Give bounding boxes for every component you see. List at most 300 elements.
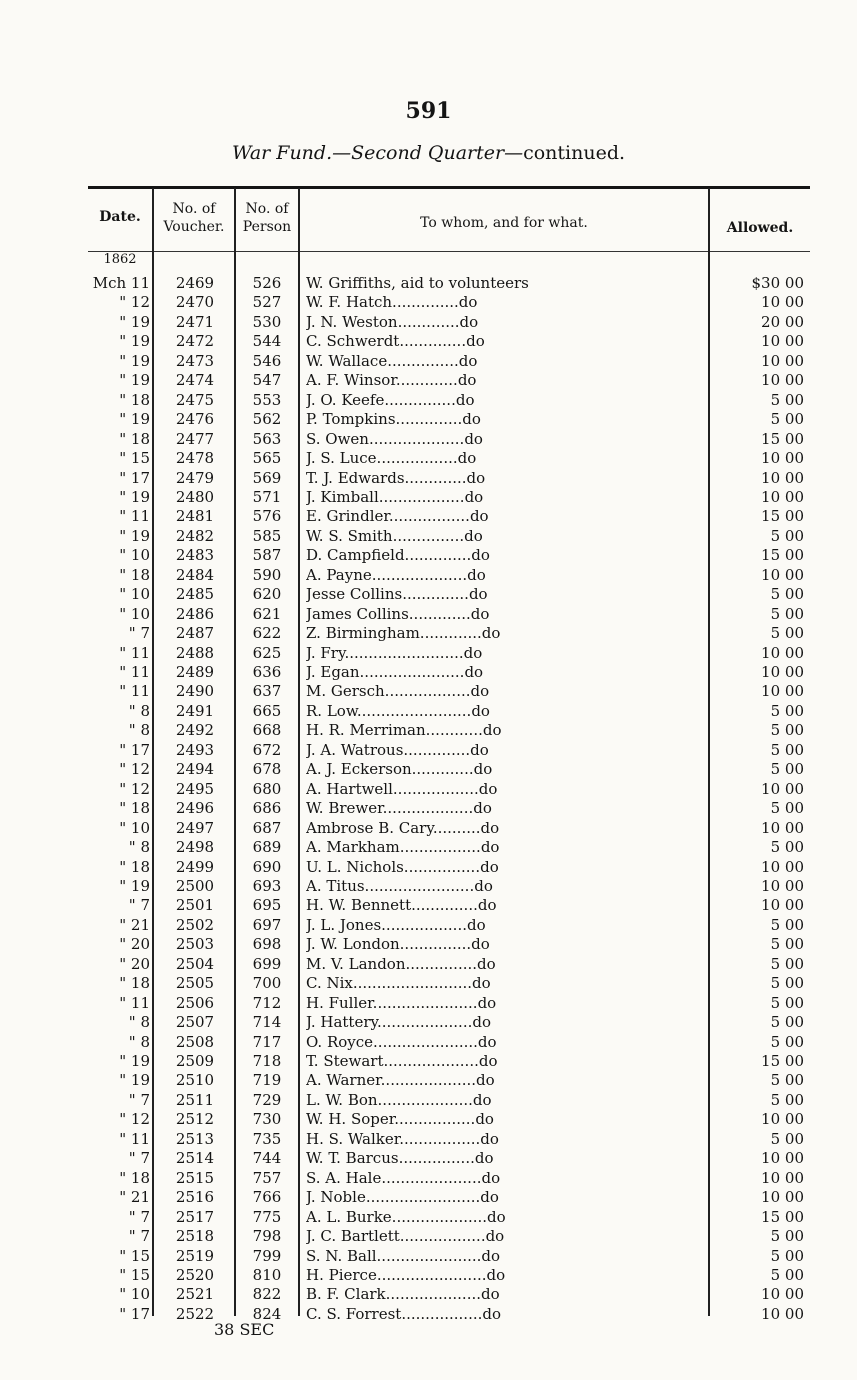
cell-person: 714 bbox=[252, 1013, 282, 1032]
cell-date: " 19 bbox=[119, 351, 150, 370]
table-row bbox=[0, 391, 857, 410]
cell-person: 697 bbox=[252, 915, 282, 934]
cell-amount: 5 00 bbox=[770, 760, 804, 779]
cell-voucher: 2485 bbox=[175, 585, 215, 604]
table-row bbox=[0, 682, 857, 701]
cell-voucher: 2477 bbox=[175, 429, 215, 448]
cell-voucher: 2506 bbox=[175, 993, 215, 1012]
cell-date: " 15 bbox=[119, 1246, 150, 1265]
table-row bbox=[0, 1149, 857, 1168]
cell-name: E. Grindler.................do bbox=[306, 507, 489, 526]
cell-date: " 7 bbox=[128, 624, 150, 643]
table-row bbox=[0, 721, 857, 740]
table-row bbox=[0, 994, 857, 1013]
cell-amount: 15 00 bbox=[761, 507, 804, 526]
cell-voucher: 2489 bbox=[175, 663, 215, 681]
cell-date: " 18 bbox=[119, 390, 150, 409]
cell-date: " 19 bbox=[119, 312, 150, 331]
cell-amount: 5 00 bbox=[770, 410, 804, 429]
cell-person: 562 bbox=[252, 410, 282, 429]
cell-amount: 5 00 bbox=[770, 799, 804, 818]
cell-person: 590 bbox=[252, 565, 282, 584]
cell-person: 729 bbox=[252, 1090, 282, 1109]
cell-amount: $30 00 bbox=[751, 274, 804, 292]
header-person: No. of Person bbox=[242, 201, 292, 235]
table-row bbox=[0, 663, 857, 682]
cell-person: 563 bbox=[252, 429, 282, 448]
cell-voucher: 2497 bbox=[175, 818, 215, 837]
cell-amount: 10 00 bbox=[761, 1285, 804, 1304]
cell-person: 636 bbox=[252, 663, 282, 681]
cell-person: 621 bbox=[252, 604, 282, 623]
cell-amount: 10 00 bbox=[761, 1110, 804, 1129]
cell-voucher: 2473 bbox=[175, 351, 215, 370]
cell-name: W. S. Smith...............do bbox=[306, 526, 483, 545]
table-row bbox=[0, 877, 857, 896]
table-row bbox=[0, 1091, 857, 1110]
cell-amount: 5 00 bbox=[770, 624, 804, 643]
cell-name: J. C. Bartlett..................do bbox=[306, 1227, 505, 1246]
cell-name: J. Egan......................do bbox=[306, 663, 484, 681]
cell-voucher: 2475 bbox=[175, 390, 215, 409]
cell-date: " 17 bbox=[119, 1304, 150, 1323]
table-row bbox=[0, 916, 857, 935]
table-row bbox=[0, 1285, 857, 1304]
cell-date: " 19 bbox=[119, 876, 150, 895]
table-row bbox=[0, 644, 857, 663]
table-row bbox=[0, 585, 857, 604]
cell-voucher: 2515 bbox=[175, 1168, 215, 1187]
cell-person: 799 bbox=[252, 1246, 282, 1265]
cell-date: " 21 bbox=[119, 915, 150, 934]
cell-date: " 11 bbox=[119, 643, 150, 662]
cell-date: " 12 bbox=[119, 293, 150, 312]
cell-date: " 7 bbox=[128, 1090, 150, 1109]
table-row bbox=[0, 507, 857, 526]
cell-voucher: 2478 bbox=[175, 449, 215, 468]
cell-date: " 19 bbox=[119, 332, 150, 351]
cell-date: " 7 bbox=[128, 1207, 150, 1226]
cell-person: 757 bbox=[252, 1168, 282, 1187]
cell-person: 546 bbox=[252, 351, 282, 370]
cell-name: H. W. Bennett..............do bbox=[306, 896, 497, 915]
cell-name: W. F. Hatch..............do bbox=[306, 293, 478, 312]
page-number: 591 bbox=[405, 98, 452, 124]
cell-voucher: 2504 bbox=[175, 954, 215, 973]
cell-name: J. Hattery....................do bbox=[306, 1013, 491, 1032]
cell-date: " 8 bbox=[128, 721, 150, 740]
cell-name: Z. Birmingham.............do bbox=[306, 624, 501, 643]
cell-person: 822 bbox=[252, 1285, 282, 1304]
cell-voucher: 2517 bbox=[175, 1207, 215, 1226]
cell-date: Mch 11 bbox=[92, 274, 150, 292]
cell-person: 744 bbox=[252, 1149, 282, 1168]
cell-date: " 20 bbox=[119, 954, 150, 973]
cell-voucher: 2494 bbox=[175, 760, 215, 779]
cell-name: C. S. Forrest.................do bbox=[306, 1304, 502, 1323]
table-row bbox=[0, 430, 857, 449]
cell-name: S. Owen....................do bbox=[306, 429, 483, 448]
cell-person: 526 bbox=[252, 274, 282, 292]
cell-person: 569 bbox=[252, 468, 282, 487]
cell-voucher: 2474 bbox=[175, 371, 215, 390]
table-row bbox=[0, 760, 857, 779]
cell-amount: 10 00 bbox=[761, 896, 804, 915]
table-row bbox=[0, 1110, 857, 1129]
cell-amount: 10 00 bbox=[761, 682, 804, 701]
table-row bbox=[0, 293, 857, 312]
table-row bbox=[0, 313, 857, 332]
cell-person: 530 bbox=[252, 312, 282, 331]
cell-amount: 5 00 bbox=[770, 1227, 804, 1246]
cell-date: " 20 bbox=[119, 935, 150, 954]
header-whom: To whom, and for what. bbox=[420, 215, 588, 231]
year-label: 1862 bbox=[103, 252, 137, 267]
cell-amount: 10 00 bbox=[761, 857, 804, 876]
cell-date: " 19 bbox=[119, 487, 150, 506]
cell-voucher: 2495 bbox=[175, 779, 215, 798]
table-row bbox=[0, 1305, 857, 1324]
cell-name: A. J. Eckerson.............do bbox=[306, 760, 493, 779]
cell-voucher: 2469 bbox=[175, 274, 215, 292]
cell-person: 622 bbox=[252, 624, 282, 643]
cell-person: 712 bbox=[252, 993, 282, 1012]
table-row bbox=[0, 780, 857, 799]
cell-name: S. A. Hale.....................do bbox=[306, 1168, 501, 1187]
table-row bbox=[0, 527, 857, 546]
cell-amount: 10 00 bbox=[761, 1188, 804, 1207]
cell-voucher: 2512 bbox=[175, 1110, 215, 1129]
cell-amount: 10 00 bbox=[761, 1304, 804, 1323]
cell-date: " 11 bbox=[119, 663, 150, 681]
header-bottom-rule bbox=[88, 251, 810, 252]
cell-person: 678 bbox=[252, 760, 282, 779]
cell-person: 730 bbox=[252, 1110, 282, 1129]
cell-voucher: 2491 bbox=[175, 701, 215, 720]
cell-name: L. W. Bon....................do bbox=[306, 1090, 492, 1109]
cell-name: H. Fuller......................do bbox=[306, 993, 497, 1012]
cell-amount: 10 00 bbox=[761, 643, 804, 662]
cell-amount: 10 00 bbox=[761, 332, 804, 351]
cell-date: " 19 bbox=[119, 410, 150, 429]
cell-voucher: 2503 bbox=[175, 935, 215, 954]
cell-name: W. T. Barcus................do bbox=[306, 1149, 494, 1168]
cell-voucher: 2516 bbox=[175, 1188, 215, 1207]
cell-voucher: 2505 bbox=[175, 974, 215, 993]
cell-name: J. Fry.........................do bbox=[306, 643, 483, 662]
cell-person: 698 bbox=[252, 935, 282, 954]
table-row bbox=[0, 1247, 857, 1266]
cell-amount: 5 00 bbox=[770, 1246, 804, 1265]
table-row bbox=[0, 469, 857, 488]
cell-voucher: 2483 bbox=[175, 546, 215, 565]
cell-voucher: 2490 bbox=[175, 682, 215, 701]
cell-voucher: 2493 bbox=[175, 740, 215, 759]
cell-person: 717 bbox=[252, 1032, 282, 1051]
cell-name: W. Brewer...................do bbox=[306, 799, 492, 818]
cell-amount: 5 00 bbox=[770, 526, 804, 545]
cell-amount: 5 00 bbox=[770, 838, 804, 857]
cell-amount: 10 00 bbox=[761, 487, 804, 506]
cell-date: " 8 bbox=[128, 1032, 150, 1051]
cell-date: " 12 bbox=[119, 760, 150, 779]
cell-name: W. Griffiths, aid to volunteers bbox=[306, 274, 529, 292]
cell-name: H. Pierce.......................do bbox=[306, 1265, 506, 1284]
cell-voucher: 2501 bbox=[175, 896, 215, 915]
cell-voucher: 2522 bbox=[175, 1304, 215, 1323]
cell-date: " 11 bbox=[119, 1129, 150, 1148]
table-row bbox=[0, 624, 857, 643]
cell-date: " 12 bbox=[119, 779, 150, 798]
cell-date: " 18 bbox=[119, 857, 150, 876]
cell-voucher: 2476 bbox=[175, 410, 215, 429]
cell-amount: 10 00 bbox=[761, 449, 804, 468]
table-row bbox=[0, 819, 857, 838]
cell-person: 824 bbox=[252, 1304, 282, 1323]
cell-person: 735 bbox=[252, 1129, 282, 1148]
table-row bbox=[0, 605, 857, 624]
page-title-main: War Fund.—Second Quarter— bbox=[231, 142, 524, 164]
cell-name: Jesse Collins..............do bbox=[306, 585, 488, 604]
cell-date: " 8 bbox=[128, 838, 150, 857]
table-row bbox=[0, 1169, 857, 1188]
cell-date: " 10 bbox=[119, 546, 150, 565]
cell-date: " 19 bbox=[119, 1052, 150, 1070]
cell-date: " 7 bbox=[128, 1149, 150, 1168]
cell-name: M. V. Landon...............do bbox=[306, 954, 496, 973]
cell-person: 687 bbox=[252, 818, 282, 837]
cell-amount: 5 00 bbox=[770, 1265, 804, 1284]
cell-person: 637 bbox=[252, 682, 282, 701]
cell-amount: 5 00 bbox=[770, 1071, 804, 1090]
table-row bbox=[0, 974, 857, 993]
cell-date: " 18 bbox=[119, 565, 150, 584]
cell-name: C. Schwerdt..............do bbox=[306, 332, 485, 351]
cell-amount: 20 00 bbox=[761, 312, 804, 331]
table-row bbox=[0, 1188, 857, 1207]
cell-voucher: 2471 bbox=[175, 312, 215, 331]
cell-amount: 5 00 bbox=[770, 1032, 804, 1051]
cell-name: O. Royce......................do bbox=[306, 1032, 497, 1051]
cell-name: D. Campfield..............do bbox=[306, 546, 490, 565]
cell-voucher: 2507 bbox=[175, 1013, 215, 1032]
cell-person: 571 bbox=[252, 487, 282, 506]
cell-name: J. S. Luce.................do bbox=[306, 449, 477, 468]
cell-name: J. Noble........................do bbox=[306, 1188, 499, 1207]
cell-name: A. Titus.......................do bbox=[306, 876, 493, 895]
cell-person: 686 bbox=[252, 799, 282, 818]
cell-voucher: 2492 bbox=[175, 721, 215, 740]
cell-voucher: 2482 bbox=[175, 526, 215, 545]
header-date: Date. bbox=[99, 209, 141, 225]
cell-voucher: 2518 bbox=[175, 1227, 215, 1246]
cell-amount: 5 00 bbox=[770, 993, 804, 1012]
cell-name: J. W. London...............do bbox=[306, 935, 490, 954]
cell-name: S. N. Ball......................do bbox=[306, 1246, 501, 1265]
cell-person: 775 bbox=[252, 1207, 282, 1226]
cell-name: H. R. Merriman............do bbox=[306, 721, 502, 740]
cell-date: " 21 bbox=[119, 1188, 150, 1207]
cell-amount: 10 00 bbox=[761, 371, 804, 390]
cell-voucher: 2499 bbox=[175, 857, 215, 876]
cell-date: " 11 bbox=[119, 993, 150, 1012]
cell-amount: 5 00 bbox=[770, 1013, 804, 1032]
cell-voucher: 2498 bbox=[175, 838, 215, 857]
cell-person: 668 bbox=[252, 721, 282, 740]
table-row bbox=[0, 1052, 857, 1071]
cell-voucher: 2486 bbox=[175, 604, 215, 623]
cell-date: " 18 bbox=[119, 1168, 150, 1187]
cell-date: " 7 bbox=[128, 896, 150, 915]
cell-name: R. Low........................do bbox=[306, 701, 490, 720]
cell-person: 699 bbox=[252, 954, 282, 973]
table-row bbox=[0, 1130, 857, 1149]
cell-amount: 5 00 bbox=[770, 604, 804, 623]
table-row bbox=[0, 371, 857, 390]
cell-name: C. Nix.........................do bbox=[306, 974, 491, 993]
cell-amount: 10 00 bbox=[761, 565, 804, 584]
cell-voucher: 2511 bbox=[175, 1090, 215, 1109]
cell-person: 585 bbox=[252, 526, 282, 545]
header-allowed: Allowed. bbox=[726, 220, 794, 236]
cell-amount: 5 00 bbox=[770, 585, 804, 604]
cell-person: 553 bbox=[252, 390, 282, 409]
cell-person: 587 bbox=[252, 546, 282, 565]
table-row bbox=[0, 702, 857, 721]
table-row bbox=[0, 1208, 857, 1227]
cell-date: " 12 bbox=[119, 1110, 150, 1129]
cell-person: 693 bbox=[252, 876, 282, 895]
table-row bbox=[0, 799, 857, 818]
cell-date: " 7 bbox=[128, 1227, 150, 1246]
table-row bbox=[0, 1266, 857, 1285]
cell-voucher: 2487 bbox=[175, 624, 215, 643]
cell-person: 810 bbox=[252, 1265, 282, 1284]
cell-amount: 10 00 bbox=[761, 663, 804, 681]
cell-date: " 11 bbox=[119, 682, 150, 701]
cell-name: A. L. Burke....................do bbox=[306, 1207, 506, 1226]
cell-amount: 15 00 bbox=[761, 1207, 804, 1226]
table-row bbox=[0, 1013, 857, 1032]
cell-person: 665 bbox=[252, 701, 282, 720]
cell-name: W. Wallace...............do bbox=[306, 351, 478, 370]
cell-person: 695 bbox=[252, 896, 282, 915]
cell-voucher: 2513 bbox=[175, 1129, 215, 1148]
cell-name: W. H. Soper.................do bbox=[306, 1110, 494, 1129]
cell-voucher: 2514 bbox=[175, 1149, 215, 1168]
cell-amount: 5 00 bbox=[770, 1090, 804, 1109]
cell-name: A. F. Winsor.............do bbox=[306, 371, 477, 390]
table-top-rule bbox=[88, 186, 810, 189]
cell-name: Ambrose B. Cary..........do bbox=[306, 818, 500, 837]
cell-amount: 5 00 bbox=[770, 721, 804, 740]
cell-amount: 10 00 bbox=[761, 351, 804, 370]
cell-name: A. Warner....................do bbox=[306, 1071, 495, 1090]
cell-person: 718 bbox=[252, 1052, 282, 1070]
cell-person: 680 bbox=[252, 779, 282, 798]
cell-date: " 15 bbox=[119, 449, 150, 468]
cell-person: 766 bbox=[252, 1188, 282, 1207]
cell-person: 672 bbox=[252, 740, 282, 759]
cell-date: " 8 bbox=[128, 701, 150, 720]
cell-amount: 5 00 bbox=[770, 954, 804, 973]
cell-amount: 10 00 bbox=[761, 779, 804, 798]
cell-date: " 17 bbox=[119, 468, 150, 487]
table-row bbox=[0, 1071, 857, 1090]
cell-date: " 19 bbox=[119, 371, 150, 390]
cell-name: A. Payne....................do bbox=[306, 565, 486, 584]
cell-voucher: 2519 bbox=[175, 1246, 215, 1265]
cell-voucher: 2480 bbox=[175, 487, 215, 506]
cell-name: J. O. Keefe...............do bbox=[306, 390, 475, 409]
cell-date: " 17 bbox=[119, 740, 150, 759]
cell-amount: 5 00 bbox=[770, 1129, 804, 1148]
cell-name: J. L. Jones..................do bbox=[306, 915, 486, 934]
cell-date: " 10 bbox=[119, 585, 150, 604]
cell-person: 690 bbox=[252, 857, 282, 876]
cell-voucher: 2509 bbox=[175, 1052, 215, 1070]
cell-voucher: 2496 bbox=[175, 799, 215, 818]
cell-date: " 18 bbox=[119, 429, 150, 448]
cell-amount: 15 00 bbox=[761, 1052, 804, 1070]
cell-amount: 15 00 bbox=[761, 546, 804, 565]
table-row bbox=[0, 858, 857, 877]
cell-voucher: 2520 bbox=[175, 1265, 215, 1284]
table-row bbox=[0, 410, 857, 429]
cell-voucher: 2470 bbox=[175, 293, 215, 312]
cell-date: " 19 bbox=[119, 526, 150, 545]
table-row bbox=[0, 955, 857, 974]
cell-person: 620 bbox=[252, 585, 282, 604]
table-row bbox=[0, 566, 857, 585]
cell-voucher: 2479 bbox=[175, 468, 215, 487]
header-voucher: No. of Voucher. bbox=[163, 201, 225, 235]
cell-voucher: 2488 bbox=[175, 643, 215, 662]
table-row bbox=[0, 332, 857, 351]
cell-name: J. N. Weston.............do bbox=[306, 312, 479, 331]
cell-voucher: 2484 bbox=[175, 565, 215, 584]
cell-voucher: 2472 bbox=[175, 332, 215, 351]
cell-amount: 5 00 bbox=[770, 935, 804, 954]
cell-person: 565 bbox=[252, 449, 282, 468]
cell-date: " 15 bbox=[119, 1265, 150, 1284]
cell-voucher: 2502 bbox=[175, 915, 215, 934]
cell-amount: 10 00 bbox=[761, 468, 804, 487]
table-row bbox=[0, 1227, 857, 1246]
cell-person: 625 bbox=[252, 643, 282, 662]
cell-date: " 10 bbox=[119, 818, 150, 837]
table-row bbox=[0, 935, 857, 954]
cell-voucher: 2481 bbox=[175, 507, 215, 526]
cell-amount: 5 00 bbox=[770, 701, 804, 720]
cell-date: " 10 bbox=[119, 1285, 150, 1304]
cell-name: P. Tompkins..............do bbox=[306, 410, 481, 429]
table-row bbox=[0, 1033, 857, 1052]
cell-voucher: 2510 bbox=[175, 1071, 215, 1090]
cell-person: 544 bbox=[252, 332, 282, 351]
cell-date: " 8 bbox=[128, 1013, 150, 1032]
cell-name: T. J. Edwards.............do bbox=[306, 468, 486, 487]
cell-date: " 19 bbox=[119, 1071, 150, 1090]
cell-person: 798 bbox=[252, 1227, 282, 1246]
cell-name: A. Hartwell..................do bbox=[306, 779, 498, 798]
cell-amount: 10 00 bbox=[761, 1168, 804, 1187]
cell-person: 719 bbox=[252, 1071, 282, 1090]
cell-date: " 11 bbox=[119, 507, 150, 526]
cell-person: 527 bbox=[252, 293, 282, 312]
table-row bbox=[0, 488, 857, 507]
cell-date: " 18 bbox=[119, 974, 150, 993]
